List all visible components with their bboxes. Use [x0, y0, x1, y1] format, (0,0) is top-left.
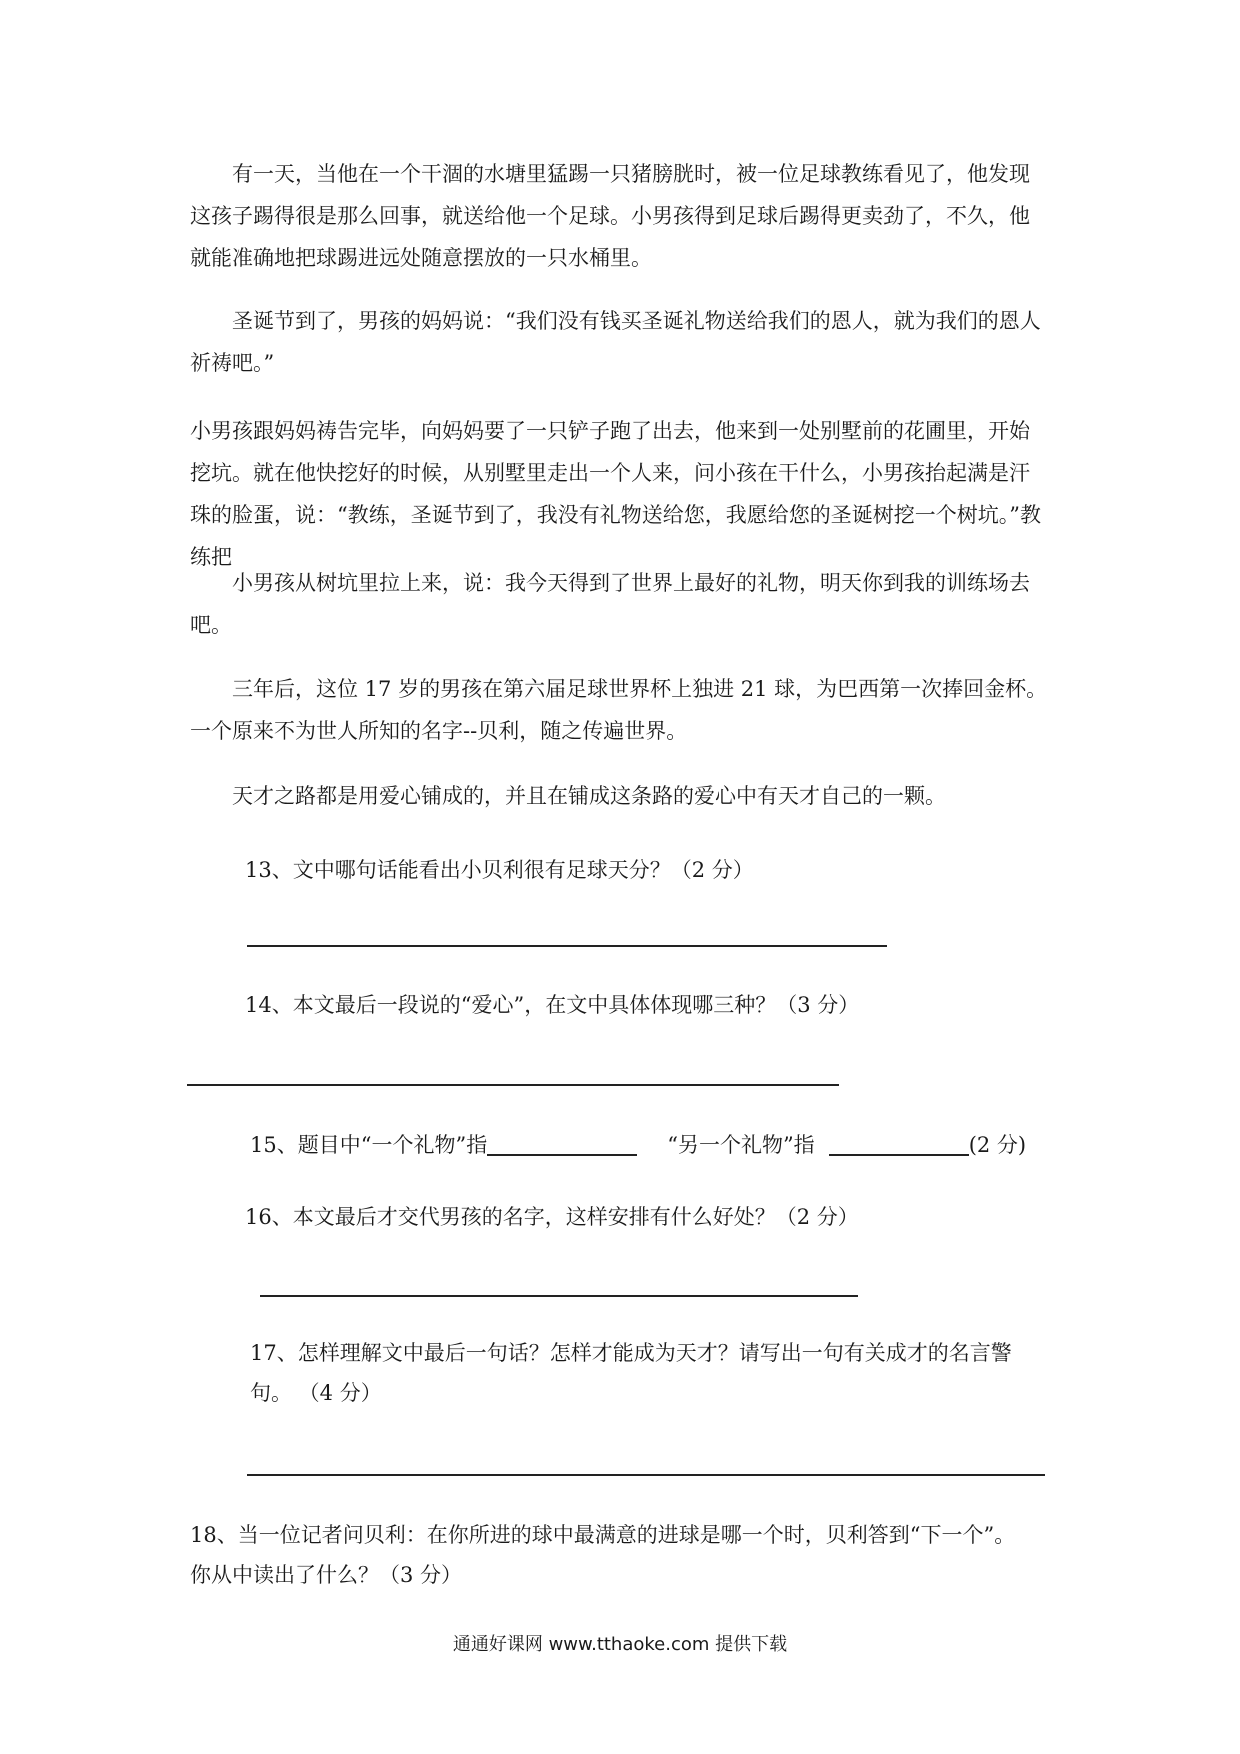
- question-18-line-1: 18、当一位记者问贝利：在你所进的球中最满意的进球是哪一个时，贝利答到“下一个”。: [190, 1523, 1016, 1547]
- question-14: 14、本文最后一段说的“爱心”，在文中具体体现哪三种？（3 分）: [245, 993, 860, 1017]
- answer-line-17[interactable]: [247, 1474, 1045, 1476]
- passage-paragraph-2: 圣诞节到了，男孩的妈妈说：“我们没有钱买圣诞礼物送给我们的恩人，就为我们的恩人祈祷吧。”: [190, 309, 1041, 375]
- question-15-part-b: “另一个礼物”指: [667, 1133, 815, 1157]
- question-15: [250, 1125, 1026, 1165]
- question-17-line-1: 17、怎样理解文中最后一句话？怎样才能成为天才？请写出一句有关成才的名言警: [250, 1341, 1012, 1365]
- answer-line-13[interactable]: [247, 945, 887, 947]
- passage-paragraph-3: 小男孩跟妈妈祷告完毕，向妈妈要了一只铲子跑了出去，他来到一处别墅前的花圃里，开始挖坑。就在他快挖好的时候，从别墅里走出一个人来，问小孩在干什么，小男孩抬起满是汗珠的脸蛋，说：“教练，圣诞节到了，我没有礼物送给您，我愿给您的圣诞树挖一个树坑。”教练把: [190, 419, 1041, 569]
- question-16: 16、本文最后才交代男孩的名字，这样安排有什么好处？（2 分）: [245, 1205, 859, 1229]
- question-18-line-2: 你从中读出了什么？（3 分）: [190, 1563, 463, 1587]
- question-17-line-2: 句。 （4 分）: [250, 1381, 382, 1405]
- passage-paragraph-1: 有一天，当他在一个干涸的水塘里猛踢一只猪膀胱时，被一位足球教练看见了，他发现这孩子踢得很是那么回事，就送给他一个足球。小男孩得到足球后踢得更卖劲了，不久，他就能准确地把球踢进远处随意摆放的一只水桶里。: [190, 162, 1030, 270]
- answer-blank-15-a[interactable]: [487, 1154, 637, 1156]
- question-15-part-a: 15、题目中“一个礼物”指: [250, 1133, 488, 1157]
- passage-paragraph-4: 小男孩从树坑里拉上来，说：我今天得到了世界上最好的礼物，明天你到我的训练场去吧。: [190, 571, 1030, 637]
- answer-blank-15-b[interactable]: [829, 1154, 969, 1156]
- answer-line-16[interactable]: [260, 1295, 858, 1297]
- question-15-score: (2 分): [968, 1133, 1027, 1157]
- passage-paragraph-5: 三年后，这位 17 岁的男孩在第六届足球世界杯上独进 21 球，为巴西第一次捧回金杯。一个原来不为世人所知的名字--贝利，随之传遍世界。: [190, 677, 1048, 743]
- page-footer: 通通好课网 www.tthaoke.com 提供下载: [452, 1634, 788, 1655]
- question-13: 13、文中哪句话能看出小贝利很有足球天分？（2 分）: [245, 858, 754, 882]
- passage-paragraph-6: 天才之路都是用爱心铺成的，并且在铺成这条路的爱心中有天才自己的一颗。: [232, 784, 946, 808]
- answer-line-14[interactable]: [187, 1084, 839, 1086]
